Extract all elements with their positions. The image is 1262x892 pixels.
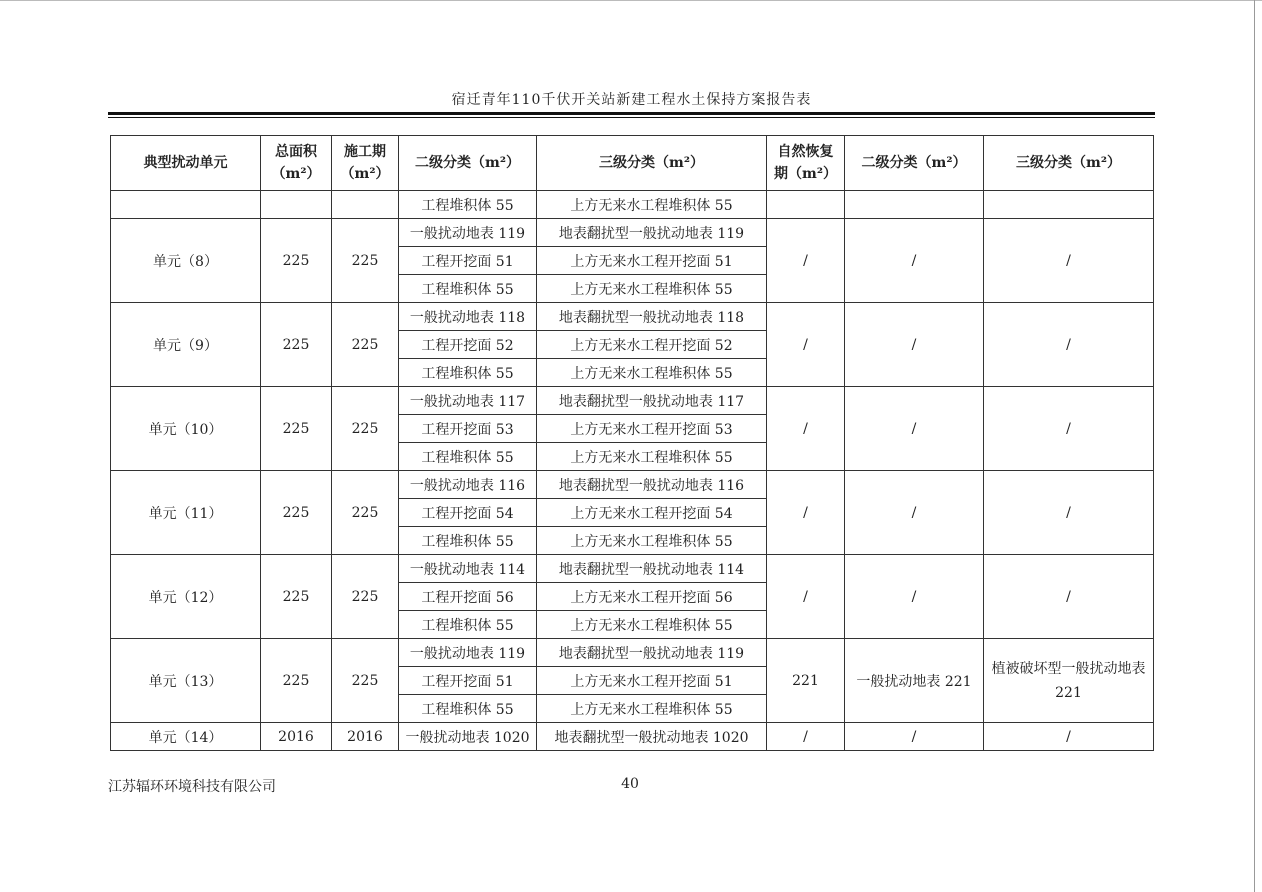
tertiary-cell: 上方无来水工程堆积体 55: [537, 191, 767, 219]
table-row: [111, 303, 1154, 331]
unit-cell: 单元（12）: [111, 555, 261, 639]
table-row: [111, 639, 1154, 667]
secondary-cell: 工程堆积体 55: [399, 191, 537, 219]
construction-cell: 225: [332, 639, 399, 723]
recovery-tertiary-cell: /: [984, 387, 1154, 471]
recovery-secondary-cell: /: [845, 723, 984, 751]
header-unit: 典型扰动单元: [111, 136, 261, 191]
tertiary-cell: 地表翻扰型一般扰动地表 1020: [537, 723, 767, 751]
construction-cell-empty: [332, 191, 399, 219]
total-area-cell: 225: [261, 387, 332, 471]
header-recovery-tertiary-class: 三级分类（m²）: [984, 136, 1154, 191]
header-recovery-secondary-class: 二级分类（m²）: [845, 136, 984, 191]
secondary-cell: 工程堆积体 55: [399, 359, 537, 387]
construction-cell: 225: [332, 387, 399, 471]
unit-cell: 单元（10）: [111, 387, 261, 471]
header-construction-line1: 施工期: [344, 144, 386, 160]
secondary-cell: 工程开挖面 54: [399, 499, 537, 527]
tertiary-cell: 上方无来水工程堆积体 55: [537, 359, 767, 387]
recovery-cell: /: [767, 723, 845, 751]
tertiary-cell: 上方无来水工程开挖面 51: [537, 247, 767, 275]
recovery-tertiary-cell-empty: [984, 191, 1154, 219]
recovery-secondary-cell: /: [845, 303, 984, 387]
recovery-cell-empty: [767, 191, 845, 219]
construction-cell: 225: [332, 555, 399, 639]
secondary-cell: 工程开挖面 53: [399, 415, 537, 443]
secondary-cell: 工程开挖面 51: [399, 667, 537, 695]
recovery-secondary-cell-empty: [845, 191, 984, 219]
header-total-area: [261, 136, 332, 191]
table-row: [111, 723, 1154, 751]
unit-cell: 单元（9）: [111, 303, 261, 387]
construction-cell: 225: [332, 303, 399, 387]
tertiary-cell: 上方无来水工程堆积体 55: [537, 527, 767, 555]
footer-company-name: 江苏辐环环境科技有限公司: [108, 779, 276, 795]
tertiary-cell: 上方无来水工程堆积体 55: [537, 443, 767, 471]
header-natural-recovery: [767, 136, 845, 191]
table-row: [111, 555, 1154, 583]
secondary-cell: 工程开挖面 52: [399, 331, 537, 359]
secondary-cell: 工程堆积体 55: [399, 527, 537, 555]
construction-cell: 2016: [332, 723, 399, 751]
table-row: [111, 387, 1154, 415]
table-row: [111, 471, 1154, 499]
tertiary-cell: 上方无来水工程开挖面 53: [537, 415, 767, 443]
total-area-cell: 225: [261, 471, 332, 555]
tertiary-cell: 上方无来水工程开挖面 52: [537, 331, 767, 359]
construction-cell: 225: [332, 471, 399, 555]
recovery-tertiary-cell: 植被破坏型一般扰动地表 221: [984, 639, 1154, 723]
total-cell-empty: [261, 191, 332, 219]
header-tertiary-class: 三级分类（m²）: [537, 136, 767, 191]
tertiary-cell: 上方无来水工程开挖面 51: [537, 667, 767, 695]
recovery-secondary-cell: /: [845, 387, 984, 471]
recovery-tertiary-cell: /: [984, 555, 1154, 639]
total-area-cell: 2016: [261, 723, 332, 751]
recovery-tertiary-cell: /: [984, 303, 1154, 387]
recovery-cell: 221: [767, 639, 845, 723]
tertiary-cell: 地表翻扰型一般扰动地表 117: [537, 387, 767, 415]
tertiary-cell: 上方无来水工程堆积体 55: [537, 275, 767, 303]
recovery-tertiary-cell: /: [984, 219, 1154, 303]
header-construction-line2: （m²）: [340, 166, 390, 182]
table-row: [111, 191, 1154, 219]
secondary-cell: 一般扰动地表 119: [399, 219, 537, 247]
tertiary-cell: 上方无来水工程堆积体 55: [537, 695, 767, 723]
header-rule-thick: [108, 112, 1155, 115]
tertiary-cell: 地表翻扰型一般扰动地表 119: [537, 219, 767, 247]
secondary-cell: 一般扰动地表 119: [399, 639, 537, 667]
page-top-border: [0, 0, 1262, 1]
recovery-secondary-cell: /: [845, 471, 984, 555]
secondary-cell: 一般扰动地表 1020: [399, 723, 537, 751]
header-total-area-line1: 总面积: [275, 144, 317, 160]
secondary-cell: 工程堆积体 55: [399, 695, 537, 723]
recovery-tertiary-cell: /: [984, 471, 1154, 555]
header-construction-period: [332, 136, 399, 191]
header-recovery-line1: 自然恢复: [777, 144, 834, 160]
unit-cell-empty: [111, 191, 261, 219]
secondary-cell: 一般扰动地表 117: [399, 387, 537, 415]
recovery-secondary-cell: /: [845, 555, 984, 639]
recovery-secondary-cell: /: [845, 219, 984, 303]
recovery-secondary-cell: 一般扰动地表 221: [845, 639, 984, 723]
header-secondary-class: 二级分类（m²）: [399, 136, 537, 191]
total-area-cell: 225: [261, 555, 332, 639]
tertiary-cell: 地表翻扰型一般扰动地表 116: [537, 471, 767, 499]
recovery-cell: /: [767, 387, 845, 471]
tertiary-cell: 地表翻扰型一般扰动地表 114: [537, 555, 767, 583]
secondary-cell: 工程开挖面 56: [399, 583, 537, 611]
recovery-cell: /: [767, 555, 845, 639]
tertiary-cell: 地表翻扰型一般扰动地表 119: [537, 639, 767, 667]
total-area-cell: 225: [261, 303, 332, 387]
table-header-row: [111, 136, 1154, 191]
total-area-cell: 225: [261, 639, 332, 723]
page-right-border: [1254, 0, 1255, 892]
tertiary-cell: 地表翻扰型一般扰动地表 118: [537, 303, 767, 331]
recovery-cell: /: [767, 303, 845, 387]
secondary-cell: 工程堆积体 55: [399, 443, 537, 471]
total-area-cell: 225: [261, 219, 332, 303]
unit-cell: 单元（11）: [111, 471, 261, 555]
secondary-cell: 工程堆积体 55: [399, 275, 537, 303]
running-header-title: 宿迁青年110千伏开关站新建工程水土保持方案报告表: [451, 92, 812, 108]
unit-cell: 单元（13）: [111, 639, 261, 723]
tertiary-cell: 上方无来水工程堆积体 55: [537, 611, 767, 639]
secondary-cell: 一般扰动地表 114: [399, 555, 537, 583]
footer-page-number: 40: [621, 776, 639, 792]
tertiary-cell: 上方无来水工程开挖面 56: [537, 583, 767, 611]
recovery-cell: /: [767, 219, 845, 303]
construction-cell: 225: [332, 219, 399, 303]
recovery-tertiary-cell: /: [984, 723, 1154, 751]
table-row: [111, 219, 1154, 247]
header-rule-thin: [108, 117, 1155, 118]
tertiary-cell: 上方无来水工程开挖面 54: [537, 499, 767, 527]
unit-cell: 单元（8）: [111, 219, 261, 303]
header-total-area-line2: （m²）: [271, 166, 321, 182]
recovery-cell: /: [767, 471, 845, 555]
unit-cell: 单元（14）: [111, 723, 261, 751]
header-recovery-line2: 期（m²）: [774, 166, 837, 182]
secondary-cell: 一般扰动地表 116: [399, 471, 537, 499]
secondary-cell: 工程堆积体 55: [399, 611, 537, 639]
secondary-cell: 工程开挖面 51: [399, 247, 537, 275]
secondary-cell: 一般扰动地表 118: [399, 303, 537, 331]
disturbance-unit-table: [110, 135, 1154, 751]
